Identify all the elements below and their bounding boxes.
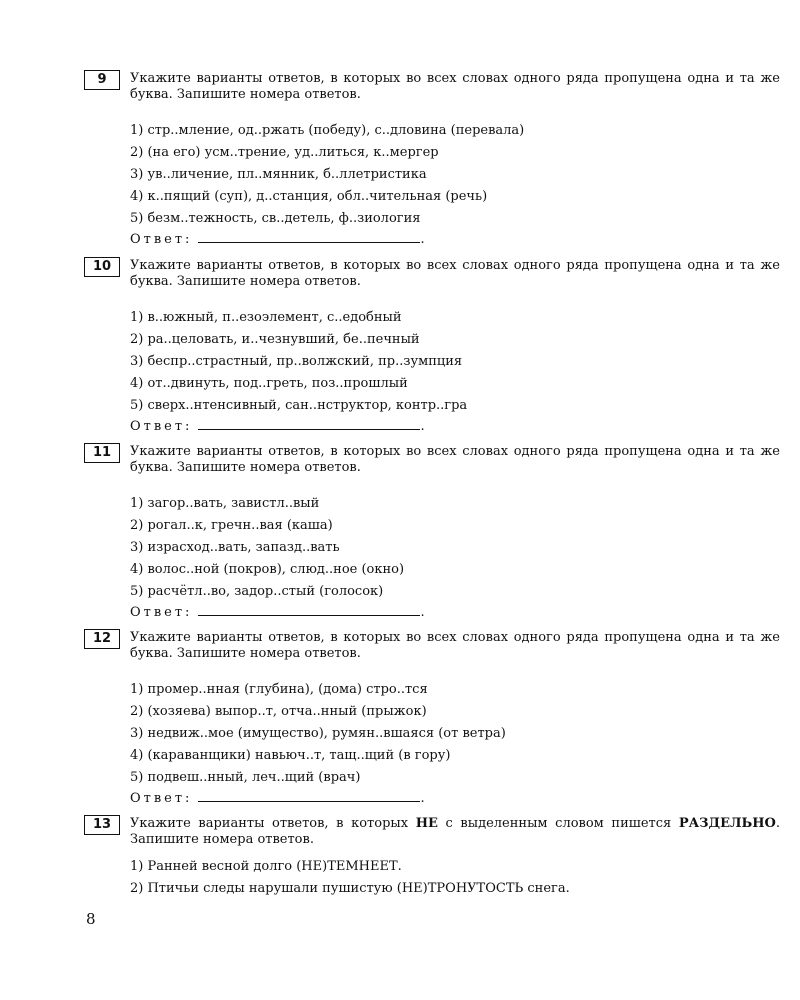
task-number: 9 xyxy=(84,70,120,90)
task-question: Укажите варианты ответов, в которых во всех словах одного ряда пропущена одна и та же буква. Запишите номера ответов. xyxy=(130,258,780,289)
option-5: 5) сверх..нтенсивный, сан..нструктор, контр..гра xyxy=(130,398,468,413)
task-options xyxy=(130,679,750,809)
task-number: 13 xyxy=(84,815,120,835)
task-question: Укажите варианты ответов, в которых во всех словах одного ряда пропущена одна и та же буква. Запишите номера ответов. xyxy=(130,444,780,475)
option-2: 2) ра..целовать, и..чезнувший, бе..печный xyxy=(130,332,420,347)
answer-label: Ответ: xyxy=(130,791,193,806)
task-question xyxy=(130,816,780,848)
answer-label: Ответ: xyxy=(130,419,193,434)
option-1: 1) стр..мление, од..ржать (победу), с..дловина (перевала) xyxy=(130,123,525,138)
option-2: 2) (хозяева) выпор..т, отча..нный (прыжок) xyxy=(130,704,427,719)
answer-row: Ответ: . xyxy=(130,605,425,620)
question-part: . Запишите номера ответов. xyxy=(130,816,780,847)
option-1: 1) промер..нная (глубина), (дома) стро..тся xyxy=(130,682,428,697)
option-4: 4) волос..ной (покров), слюд..ное (окно) xyxy=(130,562,405,577)
page-number: 8 xyxy=(86,910,96,928)
option-3: 3) ув..личение, пл..мянник, б..ллетристика xyxy=(130,167,427,182)
task-options xyxy=(130,120,750,250)
answer-field[interactable] xyxy=(198,230,420,243)
option-3: 3) беспр..страстный, пр..волжский, пр..зумпция xyxy=(130,354,463,369)
option-5: 5) подвеш..нный, леч..щий (врач) xyxy=(130,770,361,785)
question-part: с выделенным словом пишется xyxy=(437,816,679,831)
option-2: 2) рогал..к, гречн..вая (каша) xyxy=(130,518,333,533)
option-1: 1) загор..вать, завистл..вый xyxy=(130,496,320,511)
answer-row: Ответ: . xyxy=(130,419,425,434)
answer-row: Ответ: . xyxy=(130,232,425,247)
task-options xyxy=(130,493,750,623)
task-question: Укажите варианты ответов, в которых во всех словах одного ряда пропущена одна и та же буква. Запишите номера ответов. xyxy=(130,630,780,661)
question-emphasis-ne: НЕ xyxy=(415,816,438,831)
option-2: 2) Птичьи следы нарушали пушистую (НЕ)ТРОНУТОСТЬ снега. xyxy=(130,881,570,896)
option-1: 1) Ранней весной долго (НЕ)ТЕМНЕЕТ. xyxy=(130,859,402,874)
answer-label: Ответ: xyxy=(130,605,193,620)
option-2: 2) (на его) усм..трение, уд..литься, к..мергер xyxy=(130,145,439,160)
question-emphasis-separately: РАЗДЕЛЬНО xyxy=(678,816,776,831)
task-number: 12 xyxy=(84,629,120,649)
option-4: 4) от..двинуть, под..греть, поз..прошлый xyxy=(130,376,408,391)
question-part: Укажите варианты ответов, в которых xyxy=(130,816,416,831)
answer-label: Ответ: xyxy=(130,232,193,247)
option-5: 5) расчётл..во, задор..стый (голосок) xyxy=(130,584,384,599)
answer-row: Ответ: . xyxy=(130,791,425,806)
option-3: 3) недвиж..мое (имущество), румян..вшаяся (от ветра) xyxy=(130,726,506,741)
option-4: 4) к..пящий (суп), д..станция, обл..чительная (речь) xyxy=(130,189,488,204)
task-options xyxy=(130,856,750,900)
option-1: 1) в..южный, п..езоэлемент, с..едобный xyxy=(130,310,402,325)
answer-field[interactable] xyxy=(198,417,420,430)
task-number: 11 xyxy=(84,443,120,463)
task-number: 10 xyxy=(84,257,120,277)
task-question: Укажите варианты ответов, в которых во всех словах одного ряда пропущена одна и та же буква. Запишите номера ответов. xyxy=(130,71,780,102)
answer-field[interactable] xyxy=(198,789,420,802)
option-3: 3) израсход..вать, запазд..вать xyxy=(130,540,340,555)
option-5: 5) безм..тежность, св..детель, ф..зиология xyxy=(130,211,421,226)
task-options xyxy=(130,307,750,437)
answer-field[interactable] xyxy=(198,603,420,616)
option-4: 4) (караванщики) навьюч..т, тащ..щий (в гору) xyxy=(130,748,451,763)
